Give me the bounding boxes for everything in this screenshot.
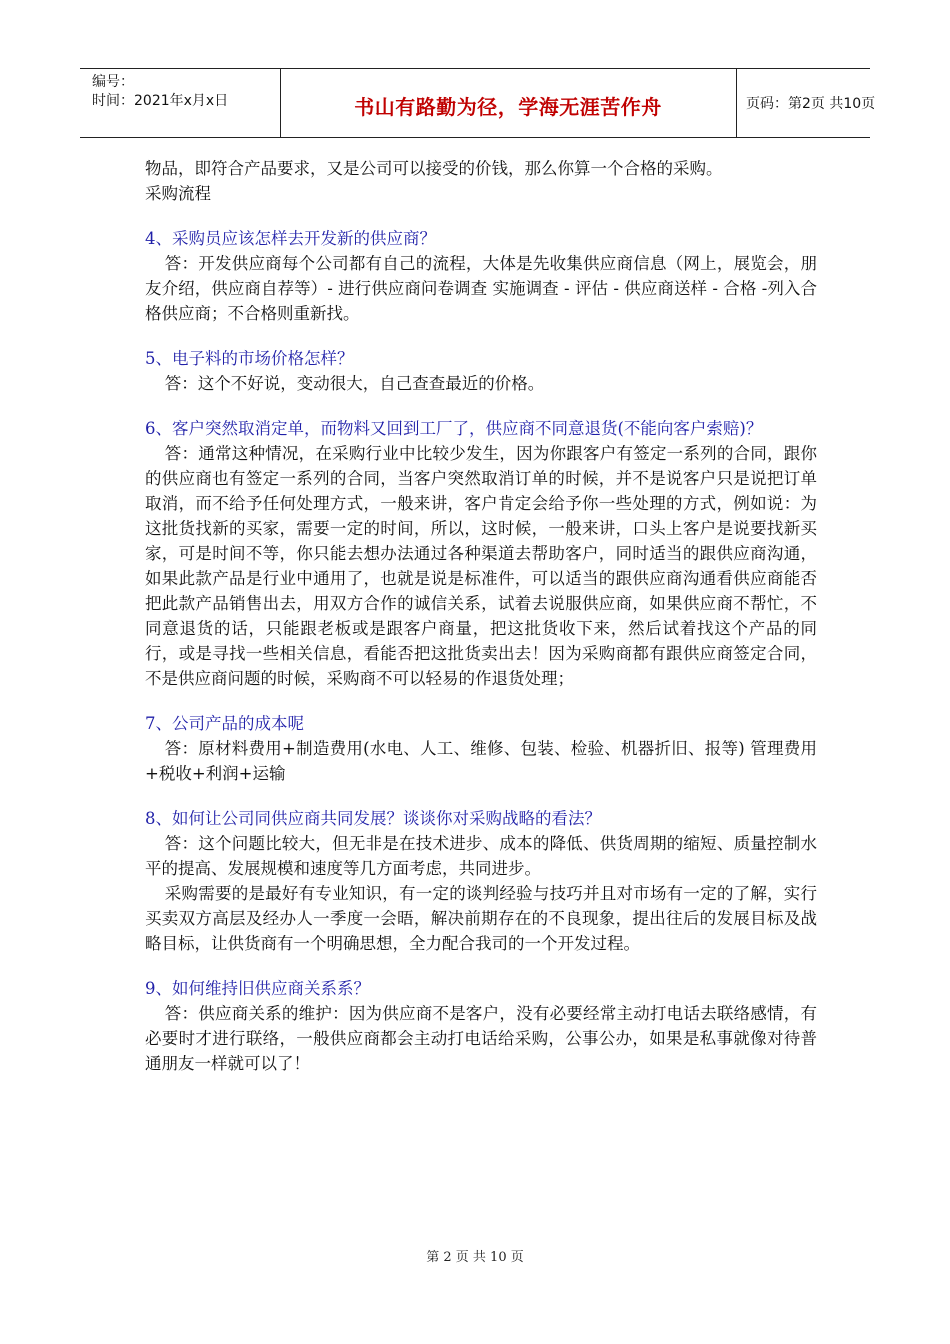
question-7: 7、公司产品的成本呢 xyxy=(145,714,304,733)
intro-line: 物品，即符合产品要求，又是公司可以接受的价钱，那么你算一个合格的采购。 xyxy=(145,159,723,178)
answer-6: 答：通常这种情况，在采购行业中比较少发生，因为你跟客户有签定一系列的合同，跟你的供应商也有签定一系列的合同，当客户突然取消订单的时候，并不是说客户只是说把订单取消，而不给予任何处理方式，一般来讲，客户肯定会给予你一些处理的方式，例如说：为这批货找新的买家，需要一定的时间，所以，这时候，一般来讲，口头上客户是说要找新买家，可是时间不等，你只能去想办法通过各种渠道去帮助客户，同时适当的跟供应商沟通，如果此款产品是行业中通用了，也就是说是标准件，可以适当的跟供应商沟通看供应商能否把此款产品销售出去，用双方合作的诚信关系，试着去说服供应商，如果供应商不帮忙，不同意退货的话，只能跟老板或是跟客户商量，把这批货收下来，然后试着找这个产品的同行，或是寻找一些相关信息，看能否把这批货卖出去！因为采购商都有跟供应商签定合同，不是供应商问题的时候，采购商不可以轻易的作退货处理； xyxy=(145,444,817,688)
answer-9: 答：供应商关系的维护：因为供应商不是客户，没有必要经常主动打电话去联络感情，有必要时才进行联络，一般供应商都会主动打电话给采购，公事公办，如果是私事就像对待普通朋友一样就可以了！ xyxy=(145,1004,817,1073)
header-page-cell xyxy=(736,69,876,137)
answer-4: 答：开发供应商每个公司都有自己的流程，大体是先收集供应商信息（网上，展览会，朋友介绍，供应商自荐等）- 进行供应商问卷调查 实施调查 - 评估 - 供应商送样 - 合格 -列入合格供应商；不合格则重新找。 xyxy=(145,254,817,323)
document-number-label: 编号： xyxy=(92,74,134,90)
answer-7: 答：原材料费用+制造费用(水电、人工、维修、包装、检验、机器折旧、报等) 管理费用+税收+利润+运输 xyxy=(145,739,817,783)
answer-8-continued: 采购需要的是最好有专业知识，有一定的谈判经验与技巧并且对市场有一定的了解，实行买卖双方高层及经办人一季度一会晤，解决前期存在的不良现象，提出往后的发展目标及战略目标，让供货商有一个明确思想，全力配合我司的一个开发过程。 xyxy=(145,884,817,953)
question-6: 6、客户突然取消定单，而物料又回到工厂了，供应商不同意退货(不能向客户索赔)？ xyxy=(145,419,763,438)
intro-line: 采购流程 xyxy=(145,184,211,203)
header-motto: 书山有路勤为径，学海无涯苦作舟 xyxy=(354,95,662,119)
page-footer: 第 2 页 共 10 页 xyxy=(426,1250,524,1265)
answer-8: 答：这个问题比较大，但无非是在技术进步、成本的降低、供货周期的缩短、质量控制水平的提高、发展规模和速度等几方面考虑，共同进步。 xyxy=(145,834,817,878)
question-8: 8、如何让公司同供应商共同发展？谈谈你对采购战略的看法？ xyxy=(145,809,601,828)
question-9: 9、如何维持旧供应商关系系？ xyxy=(145,979,370,998)
document-body xyxy=(145,156,817,1076)
question-5: 5、电子料的市场价格怎样？ xyxy=(145,349,354,368)
header-info-cell xyxy=(80,69,281,137)
document-header xyxy=(80,68,876,138)
header-page-number: 页码：第2页 共10页 xyxy=(746,96,876,112)
document-date-label: 时间：2021年x月x日 xyxy=(92,93,229,109)
header-motto-cell xyxy=(280,69,737,137)
answer-5: 答：这个不好说，变动很大，自己查查最近的价格。 xyxy=(164,374,545,393)
question-4: 4、采购员应该怎样去开发新的供应商？ xyxy=(145,229,436,248)
